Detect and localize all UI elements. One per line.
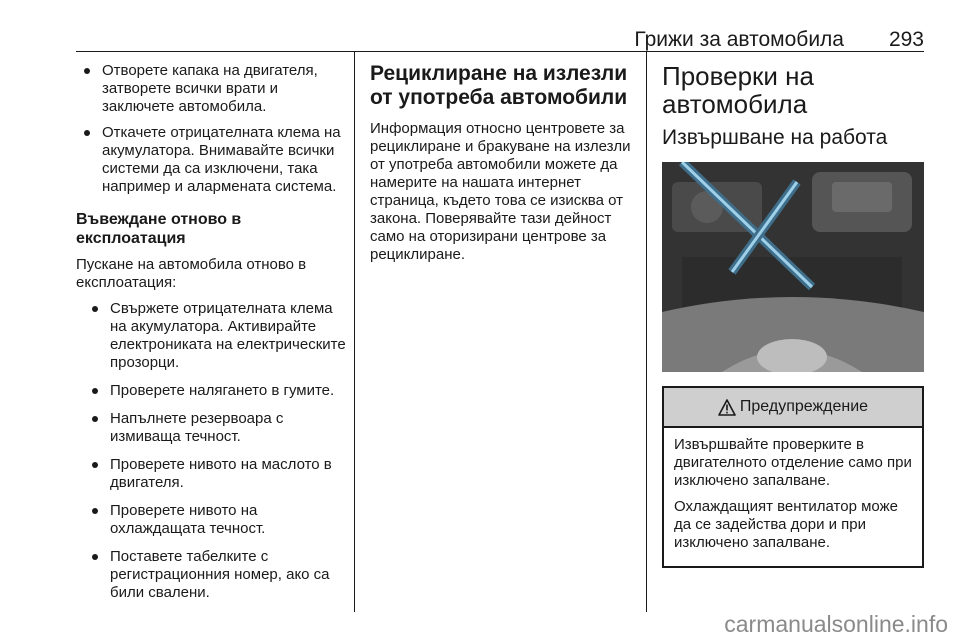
warning-box <box>662 386 924 568</box>
column-divider-2 <box>646 52 647 612</box>
warning-paragraph: Извършвайте проверките в двигателното отделение само при изключено запалване. <box>674 436 912 489</box>
warning-title: Предупреждение <box>739 398 869 415</box>
section-heading-recycling: Рециклиране на излезли от употреба автомобили <box>370 62 628 109</box>
column-divider-1 <box>354 52 355 612</box>
watermark-text: carmanualsonline.info <box>724 611 948 637</box>
recycling-body: Информация относно центровете за рециклиране и бракуване на излезли от употреба автомобили можете да намерите на нашата интернет страница, където това се изисква от закона. Поверявайте тази дейност само на оторизирани центрове за рециклиране. <box>370 120 631 263</box>
recommissioning-intro: Пускане на автомобила отново в експлоатация: <box>76 256 307 291</box>
header-title: Грижи за автомобила <box>634 28 844 51</box>
warning-triangle-icon <box>718 399 736 416</box>
column-middle <box>370 62 638 272</box>
list-item: Проверете нивото на маслото в двигателя. <box>76 456 346 492</box>
warning-header <box>664 388 922 428</box>
list-item: Откачете отрицателната клема на акумулатора. Внимавайте всички системи да са изключени, така например и алармената система. <box>76 124 346 196</box>
engine-bay-photo <box>662 162 924 372</box>
page-header <box>76 30 924 50</box>
engine-bay-illustration <box>662 162 924 372</box>
list-item: Отворете капака на двигателя, затворете всички врати и заключете автомобила. <box>76 62 346 116</box>
list-item: Проверете налягането в гумите. <box>76 382 346 400</box>
section-heading-performing-work: Извършване на работа <box>662 126 888 149</box>
warning-paragraph: Охлаждащият вентилатор може да се задейства дори и при изключено запалване. <box>674 498 898 551</box>
warning-body <box>664 428 922 566</box>
section-heading-recommissioning: Въвеждане отново в експлоатация <box>76 211 242 247</box>
list-item: Проверете нивото на охлаждащата течност. <box>76 502 346 538</box>
recommissioning-steps-list <box>76 300 346 602</box>
column-right <box>662 62 924 568</box>
list-item: Поставете табелките с регистрационния номер, ако са били свалени. <box>76 548 346 602</box>
column-left <box>76 62 346 612</box>
chapter-heading-vehicle-checks: Проверки на автомобила <box>662 61 814 119</box>
list-item: Напълнете резервоара с измиваща течност. <box>76 410 346 446</box>
page-number: 293 <box>888 28 924 51</box>
list-item: Свържете отрицателната клема на акумулатора. Активирайте електрониката на електрическите прозорци. <box>76 300 346 372</box>
header-rule <box>76 51 924 52</box>
storage-steps-list <box>76 62 346 196</box>
